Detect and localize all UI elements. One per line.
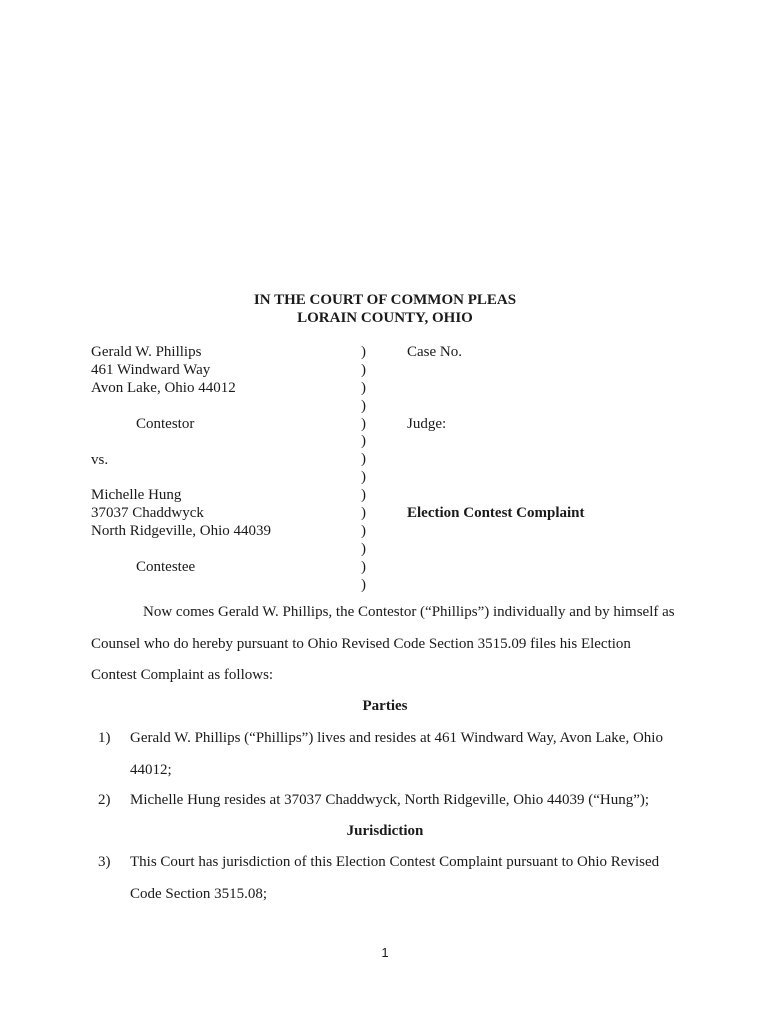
caption-paren: ) <box>361 344 366 360</box>
caption-paren-column <box>361 343 373 593</box>
list-item-text: Gerald W. Phillips (“Phillips”) lives and resides at 461 Windward Way, Avon Lake, Ohio <box>130 730 663 746</box>
contestor-address-line2: Avon Lake, Ohio 44012 <box>91 380 236 396</box>
list-item-number: 2) <box>98 792 111 808</box>
case-number-label: Case No. <box>407 344 462 360</box>
caption-paren: ) <box>361 469 366 486</box>
court-title-line2: LORAIN COUNTY, OHIO <box>297 310 473 326</box>
jurisdiction-heading: Jurisdiction <box>346 823 424 839</box>
contestor-address-line1: 461 Windward Way <box>91 362 211 378</box>
caption-paren: ) <box>361 487 366 504</box>
page-number: 1 <box>381 945 389 960</box>
list-item-number: 1) <box>98 730 111 746</box>
parties-heading: Parties <box>362 698 408 714</box>
intro-line1: Now comes Gerald W. Phillips, the Contestor (“Phillips”) individually and by himself as <box>143 604 675 620</box>
caption-paren: ) <box>361 433 366 450</box>
contestee-role-label: Contestee <box>136 559 196 575</box>
document-title: Election Contest Complaint <box>407 505 585 521</box>
list-item-text-continued: 44012; <box>130 762 172 778</box>
caption-paren: ) <box>361 415 366 432</box>
judge-label: Judge: <box>407 416 447 432</box>
caption-paren: ) <box>361 361 366 378</box>
intro-line3: Contest Complaint as follows: <box>91 667 274 683</box>
caption-paren: ) <box>361 558 366 575</box>
contestor-role-label: Contestor <box>136 416 195 432</box>
caption-paren: ) <box>361 522 366 539</box>
intro-line2: Counsel who do hereby pursuant to Ohio Revised Code Section 3515.09 files his Election <box>91 636 631 652</box>
contestor-name: Gerald W. Phillips <box>91 344 202 360</box>
contestee-address-line1: 37037 Chaddwyck <box>91 505 204 521</box>
caption-paren: ) <box>361 451 366 468</box>
court-title-line1: IN THE COURT OF COMMON PLEAS <box>253 292 517 308</box>
list-item-text: This Court has jurisdiction of this Election Contest Complaint pursuant to Ohio Revised <box>130 854 660 870</box>
list-item-number: 3) <box>98 854 111 870</box>
caption-paren: ) <box>361 397 366 414</box>
caption-paren: ) <box>361 379 366 396</box>
contestee-name: Michelle Hung <box>91 487 182 503</box>
versus-label: vs. <box>91 452 109 468</box>
caption-paren: ) <box>361 576 366 593</box>
list-item-text: Michelle Hung resides at 37037 Chaddwyck, North Ridgeville, Ohio 44039 (“Hung”); <box>130 792 650 808</box>
caption-paren: ) <box>361 505 366 522</box>
list-item-text-continued: Code Section 3515.08; <box>130 886 268 902</box>
contestee-address-line2: North Ridgeville, Ohio 44039 <box>91 523 271 539</box>
caption-paren: ) <box>361 540 366 557</box>
